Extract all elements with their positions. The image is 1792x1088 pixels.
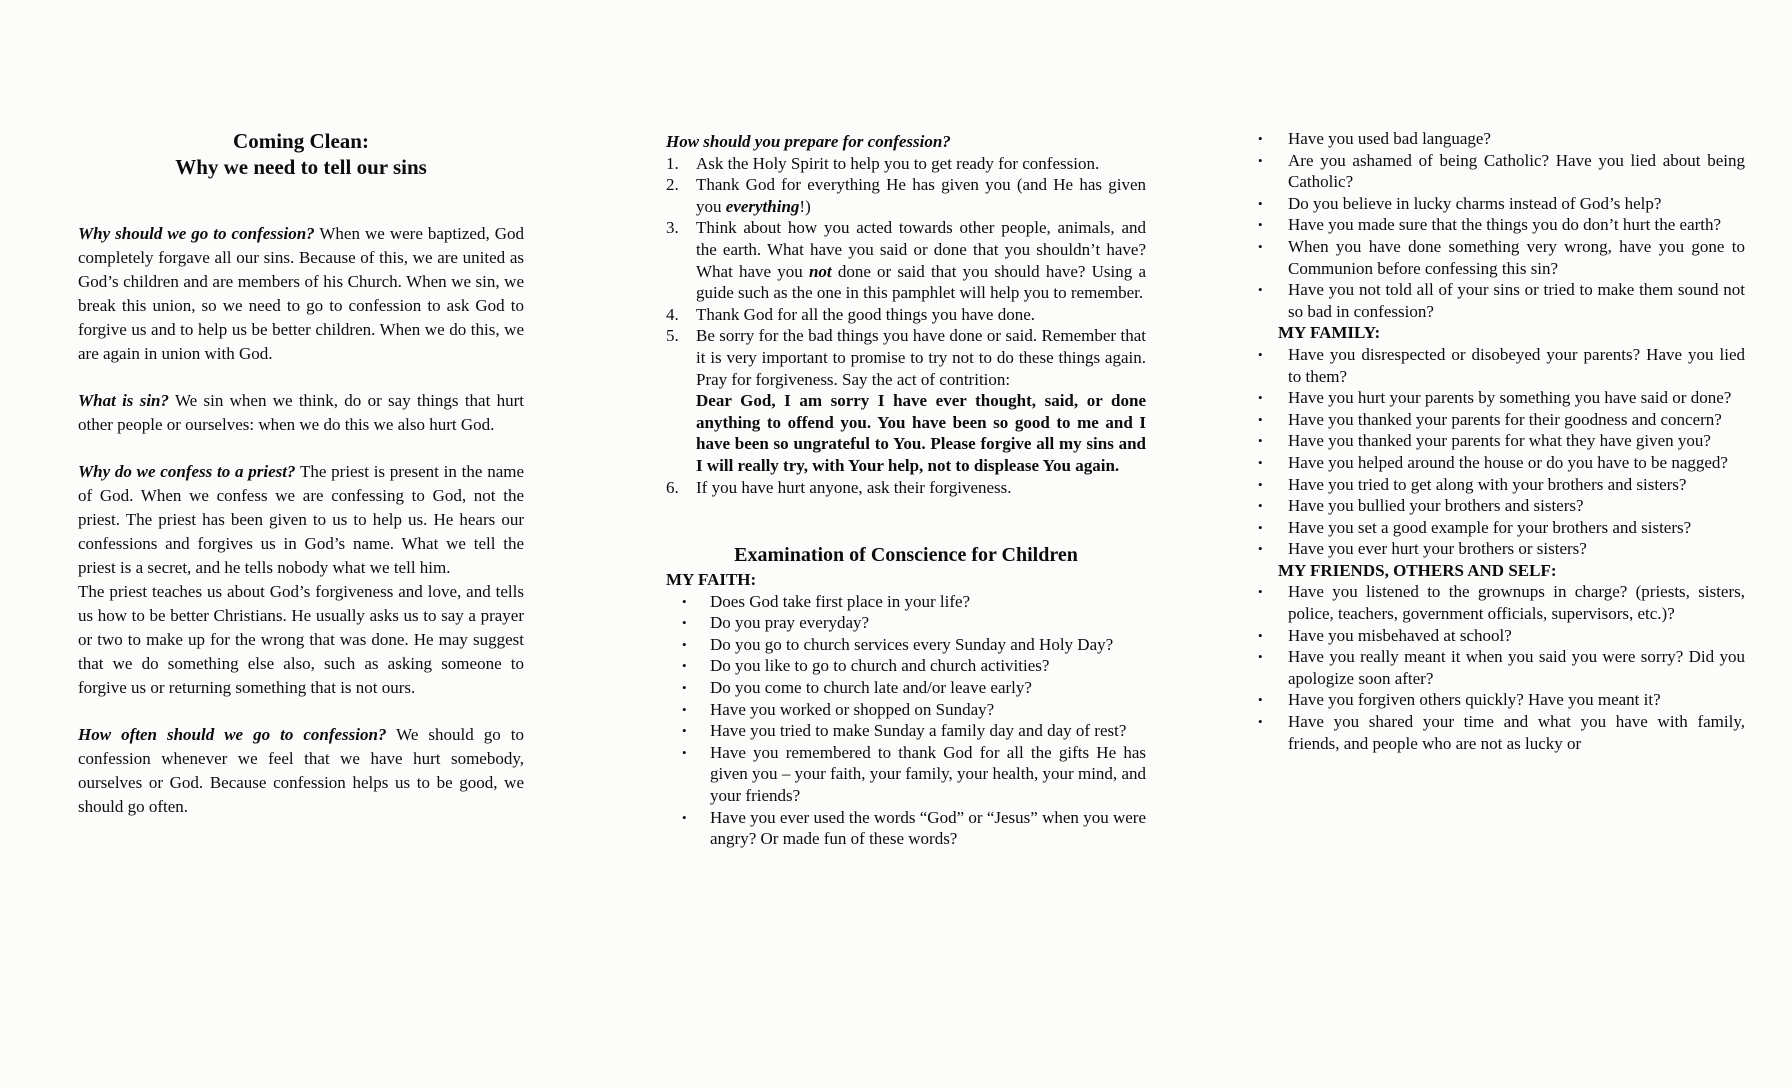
checklist-item — [1256, 409, 1745, 431]
checklist-item — [666, 742, 1146, 807]
checklist-question: Have you remembered to thank God for all the gifts He has given you – your faith, your family, your health, your mind, and your friends? — [710, 742, 1146, 806]
checklist-question: Do you believe in lucky charms instead of God’s help? — [1288, 193, 1662, 213]
step-number: 4. — [666, 304, 679, 324]
step-number: 6. — [666, 477, 679, 497]
step-text-after: done or said that you should have? Using a guide such as the one in this pamphlet will help you to remember. — [696, 261, 1147, 303]
checklist-question: Have you bullied your brothers and sisters? — [1288, 496, 1584, 516]
checklist-item — [666, 591, 1146, 613]
checklist-question: Have you listened to the grownups in charge? (priests, sisters, police, teachers, government officials, supervisors, etc.)? — [1288, 582, 1745, 624]
bullet-icon: • — [1258, 541, 1263, 557]
bullet-icon: • — [682, 658, 687, 674]
section-label-my-friends: MY FRIENDS, OTHERS AND SELF: — [1278, 560, 1557, 580]
checklist-item — [1256, 452, 1745, 474]
checklist-question: Have you ever hurt your brothers or sisters? — [1288, 539, 1587, 559]
checklist-question: Have you not told all of your sins or tried to make them sound not so bad in confession? — [1288, 280, 1745, 321]
step-text-emphasis: everything — [725, 196, 800, 216]
paragraph-body: The priest is present in the name of God. When we confess we are confessing to God, not the priest. The priest has been given to us to help us. He hears our confessions and forgives us in God’s name. What we tell the priest is a secret, and he tells nobody what we tell him. — [78, 462, 525, 577]
bullet-icon: • — [1258, 411, 1263, 427]
checklist-item — [1256, 387, 1745, 409]
bullet-icon: • — [1258, 454, 1263, 470]
checklist-item — [1256, 625, 1745, 647]
bullet-icon: • — [1258, 714, 1263, 730]
bullet-icon: • — [1258, 433, 1263, 449]
bullet-icon: • — [682, 593, 687, 609]
step-text-main: Think about how you acted towards other people, animals, and the earth. What have you said or done that you shouldn’t have? What have you — [696, 218, 1146, 281]
checklist-item — [666, 634, 1146, 656]
checklist-item — [666, 677, 1146, 699]
step-text-main: Ask the Holy Spirit to help you to get ready for confession. — [696, 153, 1100, 173]
checklist-question: Have you ever used the words “God” or “Jesus” when you were angry? Or made fun of these words? — [710, 807, 1146, 849]
step-text-emphasis: not — [808, 261, 832, 281]
step-text — [696, 477, 1146, 499]
bullet-icon: • — [1258, 692, 1263, 708]
checklist-question: Have you set a good example for your brothers and sisters? — [1288, 517, 1692, 537]
bullet-icon: • — [682, 744, 687, 760]
checklist-question: Have you hurt your parents by something you have said or done? — [1288, 388, 1732, 408]
paragraph-question: What is sin? — [78, 391, 169, 410]
bullet-icon: • — [1258, 217, 1263, 233]
right-column — [1256, 128, 1745, 754]
paragraph — [78, 723, 524, 819]
preparation-step — [666, 153, 1146, 175]
checklist-item — [666, 720, 1146, 742]
step-text — [696, 325, 1146, 476]
bullet-icon: • — [1258, 282, 1263, 298]
checklist-question: Have you used bad language? — [1288, 129, 1491, 148]
checklist-item — [1256, 711, 1745, 754]
bullet-icon: • — [682, 636, 687, 652]
section-label-my-family: MY FAMILY: — [1278, 323, 1381, 343]
preparation-step — [666, 174, 1146, 217]
checklist-question: Have you disrespected or disobeyed your parents? Have you lied to them? — [1288, 344, 1745, 386]
checklist-item — [1256, 236, 1745, 279]
paragraph-continuation: The priest teaches us about God’s forgiveness and love, and tells us how to be better Christians. He usually asks us to say a prayer or two to make up for the wrong that was done. He may suggest that we do something else also, such as asking someone to forgive us or returning something that is not ours. — [78, 582, 524, 697]
bullet-icon: • — [1258, 238, 1263, 254]
step-text-main: Be sorry for the bad things you have done or said. Remember that it is very important to promise to try not to do these things again. Pray for forgiveness. Say the act of contrition: — [696, 326, 1146, 389]
bullet-icon: • — [1258, 584, 1263, 600]
checklist-question: Do you like to go to church and church activities? — [710, 656, 1050, 676]
checklist-item — [1256, 517, 1745, 539]
step-number: 3. — [666, 218, 679, 238]
preparation-step — [666, 477, 1146, 499]
checklist-item — [1256, 538, 1745, 560]
left-column — [78, 128, 524, 842]
preparation-step — [666, 217, 1146, 303]
bullet-icon: • — [1258, 195, 1263, 211]
step-number: 1. — [666, 153, 679, 173]
checklist-item — [1256, 150, 1745, 193]
checklist-item — [666, 699, 1146, 721]
checklist-question: Do you go to church services every Sunday and Holy Day? — [710, 634, 1114, 654]
checklist-question: When you have done something very wrong, have you gone to Communion before confessing this sin? — [1288, 236, 1745, 278]
preparation-step — [666, 325, 1146, 476]
preparation-steps — [666, 153, 1146, 499]
bullet-icon: • — [1258, 476, 1263, 492]
bullet-icon: • — [682, 809, 687, 825]
family-checklist — [1256, 344, 1745, 560]
title-line-2: Why we need to tell our sins — [175, 155, 427, 179]
bullet-icon: • — [682, 723, 687, 739]
paragraph-body: When we were baptized, God completely forgave all our sins. Because of this, we are united as God’s children and are members of his Church. When we sin, we break this union, so we need to go to confession to ask God to forgive us and to help us be better children. When we do this, we are again in union with God. — [78, 224, 524, 363]
paragraph-question: Why do we confess to a priest? — [78, 462, 296, 481]
checklist-question: Have you forgiven others quickly? Have you meant it? — [1288, 690, 1661, 710]
faith-checklist — [666, 591, 1146, 850]
bullet-icon: • — [1258, 131, 1263, 146]
checklist-item — [1256, 495, 1745, 517]
checklist-item — [1256, 214, 1745, 236]
checklist-question: Do you come to church late and/or leave early? — [710, 678, 1032, 698]
act-of-contrition: Dear God, I am sorry I have ever thought, said, or done anything to offend you. You have been so good to me and I have been so ungrateful to You. Please forgive all my sins and I will really try, with Your help, not to displease You again. — [696, 391, 1146, 475]
section-label-my-faith: MY FAITH: — [666, 570, 757, 590]
paragraph-body: We sin when we think, do or say things that hurt other people or ourselves: when we do this we also hurt God. — [78, 391, 524, 434]
step-number: 5. — [666, 326, 679, 346]
checklist-question: Does God take first place in your life? — [710, 591, 971, 611]
step-text-main: Thank God for all the good things you have done. — [696, 304, 1035, 324]
step-text — [696, 153, 1146, 175]
paragraph-body: We should go to confession whenever we feel that we have hurt somebody, ourselves or God. Because confession helps us to be good, we should go often. — [78, 725, 524, 816]
bullet-icon: • — [1258, 627, 1263, 643]
bullet-icon: • — [682, 615, 687, 631]
checklist-question: Do you pray everyday? — [710, 613, 870, 633]
checklist-item — [1256, 193, 1745, 215]
bullet-icon: • — [1258, 649, 1263, 665]
checklist-question: Have you made sure that the things you do don’t hurt the earth? — [1288, 215, 1722, 235]
paragraph-question: How often should we go to confession? — [78, 725, 387, 744]
middle-column — [666, 131, 1146, 850]
checklist-question: Have you tried to get along with your brothers and sisters? — [1288, 474, 1687, 494]
intro-paragraphs — [78, 222, 524, 819]
checklist-question: Have you worked or shopped on Sunday? — [710, 699, 995, 719]
step-number: 2. — [666, 175, 679, 195]
step-text-after: !) — [799, 196, 811, 216]
faith-checklist-continued — [1256, 128, 1745, 322]
bullet-icon: • — [682, 680, 687, 696]
bullet-icon: • — [1258, 519, 1263, 535]
bullet-icon: • — [1258, 346, 1263, 362]
checklist-item — [1256, 474, 1745, 496]
paragraph-question: Why should we go to confession? — [78, 224, 315, 243]
bullet-icon: • — [1258, 152, 1263, 168]
checklist-item — [666, 612, 1146, 634]
preparation-heading: How should you prepare for confession? — [666, 132, 951, 151]
checklist-item — [1256, 689, 1745, 711]
friends-checklist — [1256, 581, 1745, 754]
checklist-question: Have you tried to make Sunday a family day and day of rest? — [710, 721, 1127, 741]
paragraph — [78, 222, 524, 366]
checklist-item — [1256, 279, 1745, 322]
paragraph — [78, 389, 524, 437]
checklist-question: Have you thanked your parents for their goodness and concern? — [1288, 409, 1722, 429]
checklist-item — [666, 807, 1146, 850]
bullet-icon: • — [682, 701, 687, 717]
preparation-step — [666, 304, 1146, 326]
examination-heading: Examination of Conscience for Children — [734, 544, 1078, 567]
step-text — [696, 174, 1146, 217]
checklist-question: Have you really meant it when you said you were sorry? Did you apologize soon after? — [1288, 647, 1745, 688]
title-line-1: Coming Clean: — [233, 129, 369, 153]
checklist-question: Have you misbehaved at school? — [1288, 625, 1512, 645]
document-title — [78, 128, 524, 180]
checklist-item — [666, 655, 1146, 677]
space — [386, 725, 396, 744]
checklist-item — [1256, 344, 1745, 387]
checklist-question: Are you ashamed of being Catholic? Have you lied about being Catholic? — [1288, 150, 1745, 192]
checklist-item — [1256, 581, 1745, 624]
bullet-icon: • — [1258, 390, 1263, 406]
bullet-icon: • — [1258, 498, 1263, 514]
checklist-question: Have you helped around the house or do you have to be nagged? — [1288, 452, 1728, 472]
checklist-question: Have you shared your time and what you have with family, friends, and people who are not as lucky or — [1288, 712, 1745, 753]
step-text — [696, 217, 1146, 303]
checklist-question: Have you thanked your parents for what they have given you? — [1288, 431, 1711, 451]
step-text-main: If you have hurt anyone, ask their forgiveness. — [696, 477, 1012, 497]
checklist-item — [1256, 646, 1745, 689]
step-text-main: Thank God for everything He has given you (and He has given you — [696, 175, 1146, 216]
checklist-item — [1256, 430, 1745, 452]
step-text — [696, 304, 1146, 326]
paragraph — [78, 460, 524, 700]
checklist-item — [1256, 128, 1745, 150]
